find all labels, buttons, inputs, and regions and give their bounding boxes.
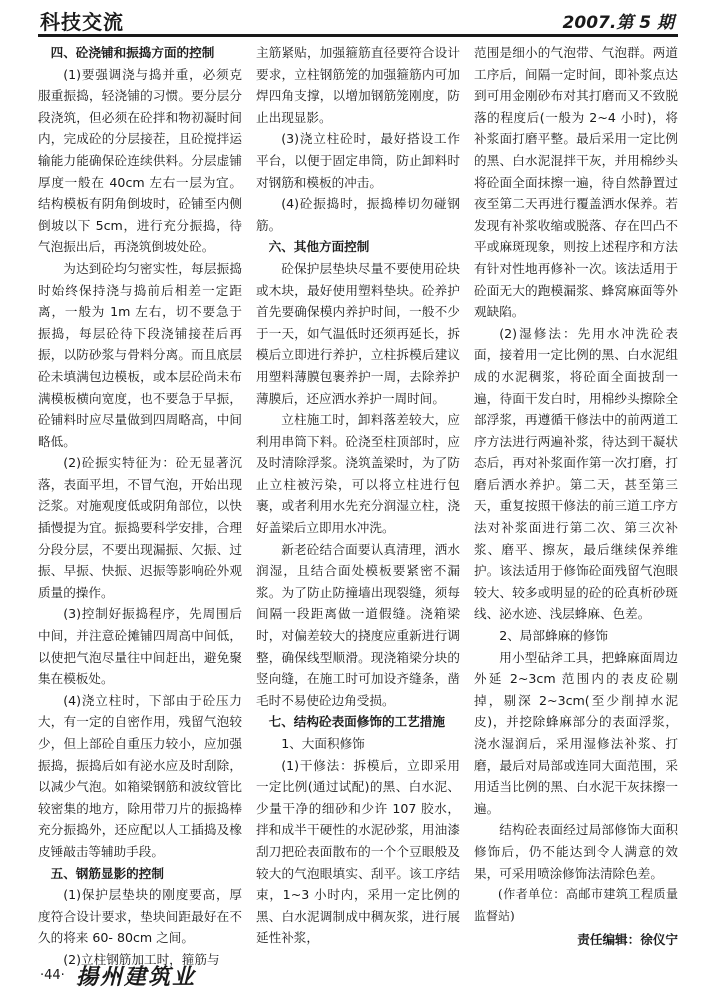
paragraph: (3)浇立柱砼时，最好搭设工作平台，以便于固定串筒，防止卸料时对钢筋和模板的冲击。 [256, 131, 460, 190]
page-number: ·44· [40, 968, 65, 983]
paragraph: (1)保护层垫块的刚度要高，厚度符合设计要求，垫块间距最好在不久的将来 60- 80cm 之间。 [38, 887, 242, 946]
paragraph: 1、大面积修饰 [281, 736, 365, 751]
journal-logo: 揚州建筑业 [76, 964, 197, 990]
column-2 [256, 42, 460, 948]
column-1 [38, 42, 242, 967]
paragraph: (2)湿修法：先用水冲洗砼表面，接着用一定比例的黑、白水泥组成的水泥稠浆，将砼面全面披刮一遍，待面干发白时，用棉纱头擦除全部浮浆，再遵循干修法中的前两道工序方法进行两遍补浆，待达到干凝状态后，再对补浆面作第一次打磨，打磨后洒水养护。第二天，甚至第三天，重复按照干修法的前三道工序方法对补浆面进行第二次、第三次补浆、磨平、擦灰，最后继续保养维护。该法适用于修饰砼面残留气泡眼较大、较多或明显的砼的砼真析砂斑线、泌水迹、浅层蜂麻、色差。 [474, 325, 678, 622]
section-heading: 七、结构砼表面修饰的工艺措施 [268, 714, 445, 730]
paragraph: 为达到砼均匀密实性，每层振捣时始终保持浇与捣前后相差一定距离，一般为 1m 左右，切不要急于振捣，每层砼待下段浇铺接茬后再振，以防砂浆与骨料分离。而且底层砼未填满包边模板，或本层砼尚未布满模板横向宽度，也不要急于早振，砼铺料时应尽量做到四周略高，中间略低。 [38, 260, 242, 449]
section-heading: 五、钢筋显影的控制 [50, 865, 164, 881]
responsible-editor: 责任编辑：徐仪宁 [577, 932, 678, 948]
article-body [38, 42, 678, 967]
paragraph: 用小型砧斧工具，把蜂麻面周边外延 2~3cm 范围内的表皮砼剔掉，剔深 2~3cm(至少削掉水泥皮)，并挖除蜂麻部分的表面浮浆，浇水湿润后，采用湿修法补浆、打磨，最后对局部或连同大面范围，采用适当比例的黑、白水泥干灰抹擦一遍。 [474, 649, 678, 816]
paragraph: (4)砼振捣时，振捣棒切勿碰钢筋。 [256, 196, 460, 233]
paragraph: (2)立柱钢筋加工时，箍筋与 [63, 951, 220, 967]
paragraph: 结构砼表面经过局部修饰大面积修饰后，仍不能达到令人满意的效果，可采用喷涂修饰法清除色差。 [474, 822, 678, 881]
paragraph: 新老砼结合面要认真清理，洒水润湿，且结合面处模板要紧密不漏浆。为了防止防撞墙出现裂缝，须每间隔一段距离做一道假缝。浇箱梁时，对偏差较大的挠度应重新进行调整，确保线型顺滑。现浇箱梁分块的竖向缝，在施工时可加设齐缝条，凿毛时不易使砼边角受损。 [256, 541, 460, 708]
section-title: 科技交流 [40, 10, 124, 34]
page-footer [0, 958, 720, 1004]
column-3 [474, 42, 678, 948]
paragraph: 砼保护层垫块尽量不要使用砼块或木块，最好使用塑料垫块。砼养护首先要确保模内养护时间，一般不少于一天，如气温低时还须再延长，拆模后立即进行养护，立柱拆模后建议用塑料薄膜包裹养护一周，去除养护薄膜后，还应洒水养护一周时间。 [256, 260, 460, 406]
paragraph-continued: 主筋紧贴，加强箍筋直径要符合设计要求，立柱钢筋笼的加强箍筋内可加焊四角支撑，以增加钢筋笼刚度，防止出现显影。 [256, 45, 460, 125]
paragraph: 2、局部蜂麻的修饰 [499, 628, 608, 644]
section-heading: 四、砼浇铺和振捣方面的控制 [50, 45, 215, 60]
paragraph: (1)要强调浇与捣并重，必须克服重振捣，轻浇铺的习惯。要分层分段浇筑，但必须在砼拌和物初凝时间内，完成砼的分层接茬，且砼搅拌运输能力能确保砼连续供料。分层虚铺厚度一般在 40cm 左右一层为宜。结构模板有阴角倒坡时，砼铺至内侧倒坡以下 5cm，进行充分振捣，待气泡振出后，再浇筑倒坡处砼。 [38, 66, 242, 255]
paragraph: (1)干修法：拆模后，立即采用一定比例(通过试配)的黑、白水泥、少量干净的细砂和少许 107 胶水，拌和成半干硬性的水泥砂浆，用油漆刮刀把砼表面散布的一个个豆眼般及较大的气泡眼填实、刮平。该工序结束，1~3 小时内，采用一定比例的黑、白水泥调制成中稠灰浆，进行展延性补浆， [256, 757, 460, 946]
section-heading: 六、其他方面控制 [268, 239, 370, 255]
paragraph: (3)控制好振捣程序，先周围后中间，并注意砼摊铺四周高中间低，以使把气泡尽量往中间赶出，避免聚集在模板处。 [38, 606, 242, 687]
paragraph: (2)砼振实特征为：砼无显著沉落，表面平坦，不冒气泡，开始出现泛浆。对施观度低或阴角部位，以快插慢提为宜。振捣要科学安排，合理分段分层，不要出现漏振、欠振、过振、早振、快振、迟振等影响砼外观质量的操作。 [38, 455, 242, 600]
author-affiliation: (作者单位：高邮市建筑工程质量监督站) [474, 887, 678, 923]
paragraph-continued: 范围是细小的气泡带、气泡群。两道工序后，间隔一定时间，即补浆点达到可用金刚砂布对其打磨而又不致脱落的程度后(一般为 2~4 小时)，将补浆面打磨平整。最后采用一定比例的黑、白水泥混拌干灰，并用棉纱头将砼面全面抹擦一遍，待自然静置过夜至第二天再进行覆盖洒水保养。若发现有补浆收缩或脱落、存在凹凸不平或麻斑现象，则按上述程序和方法有针对性地再修补一次。该法适用于砼面无大的跑模漏浆、蜂窝麻面等外观缺陷。 [474, 45, 678, 320]
header-rule [38, 34, 678, 37]
issue-label: 2007.第 5 期 [562, 13, 674, 33]
paragraph: (4)浇立柱时，下部由于砼压力大，有一定的自密作用，残留气泡较少，但上部砼自重压力较小，应加强振捣，振捣后如有泌水应及时刮除，以减少气泡。如箱梁钢筋和波纹管比较密集的地方，除用带刀片的振捣棒充分振捣外，还应配以人工插捣及橡皮锤敲击等辅助手段。 [38, 692, 242, 859]
paragraph: 立柱施工时，卸料落差较大，应利用串筒下料。砼浇至柱顶部时，应及时清除浮浆。浇筑盖梁时，为了防止立柱被污染，可以将立柱进行包裹，或者利用水先充分润湿立柱，浇好盖梁后立即用水冲洗。 [256, 412, 460, 536]
page-header [0, 0, 720, 38]
